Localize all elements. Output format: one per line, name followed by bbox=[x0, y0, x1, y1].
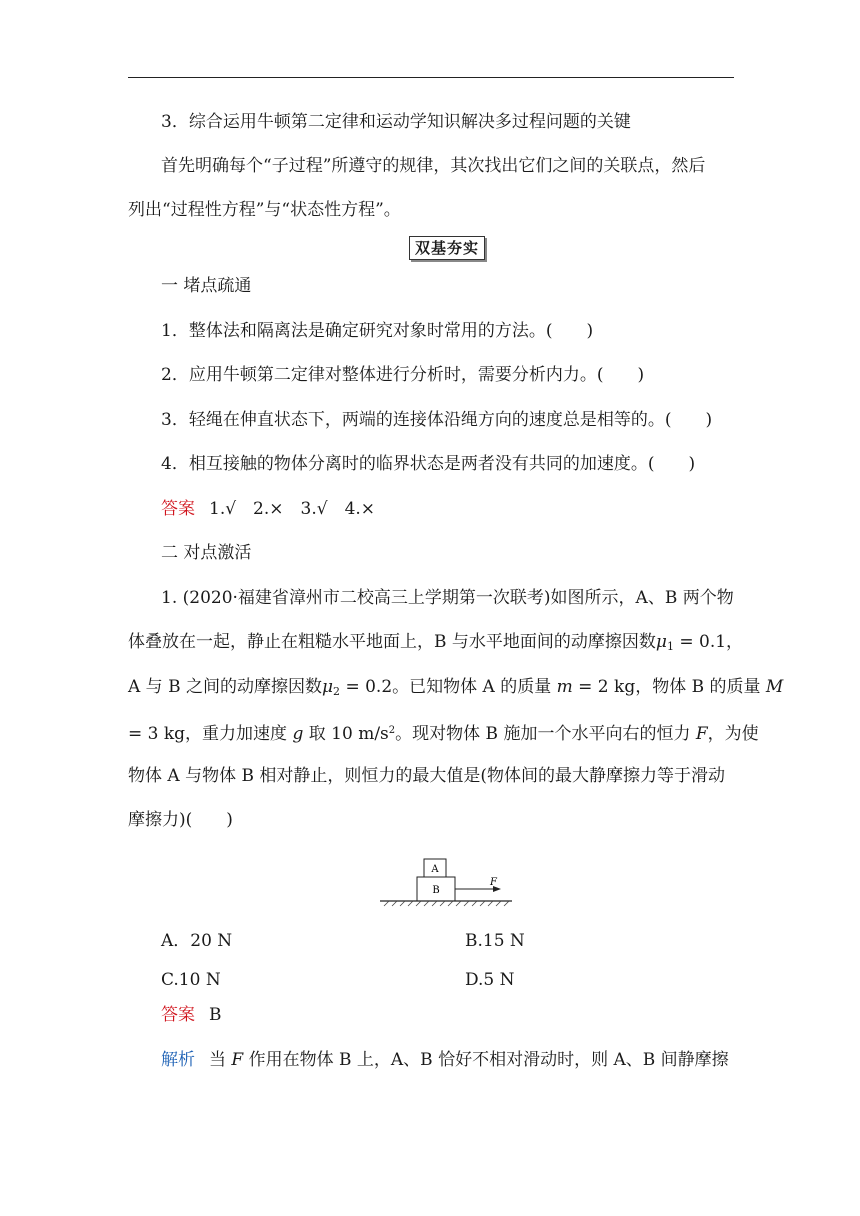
q1-line3: A 与 B 之间的动摩擦因数$\mu_2 = 0.2$。已知物体 A 的质量 m = 2 kg，物体 B 的质量 M bbox=[128, 677, 784, 698]
section-3-para-line2: 列出“过程性方程”与“状态性方程”。 bbox=[128, 200, 401, 220]
section-3-para-line1: 首先明确每个“子过程”所遵守的规律，其次找出它们之间的关联点，然后 bbox=[161, 156, 706, 176]
header-rule bbox=[128, 77, 734, 78]
q1-answer-value: B bbox=[209, 1005, 222, 1025]
part2-heading: 二 对点激活 bbox=[161, 543, 252, 563]
part1-item-2: 2．应用牛顿第二定律对整体进行分析时，需要分析内力。( ) bbox=[161, 365, 645, 385]
q1-line6: 摩擦力)( ) bbox=[128, 810, 233, 830]
option-a: A．20 N bbox=[161, 931, 233, 951]
force-label: F bbox=[490, 877, 497, 888]
part1-item-4: 4．相互接触的物体分离时的临界状态是两者没有共同的加速度。( ) bbox=[161, 454, 696, 474]
block-a-label: A bbox=[431, 864, 439, 875]
part1-answer bbox=[161, 498, 781, 520]
option-c: C.10 N bbox=[161, 970, 221, 990]
analysis-label: 解析 bbox=[161, 1050, 195, 1070]
q1-answer-label: 答案 bbox=[161, 1005, 195, 1025]
q1-line1: 1. (2020·福建省漳州市二校高三上学期第一次联考)如图所示，A、B 两个物 bbox=[161, 588, 734, 608]
part1-item-3: 3．轻绳在伸直状态下，两端的连接体沿绳方向的速度总是相等的。( ) bbox=[161, 410, 713, 430]
ground-hatching bbox=[384, 901, 509, 906]
option-b: B.15 N bbox=[465, 931, 525, 951]
section-3-title: 3．综合运用牛顿第二定律和运动学知识解决多过程问题的关键 bbox=[161, 112, 631, 132]
mu2-symbol: μ bbox=[321, 677, 334, 697]
q1-analysis: 解析 当 F 作用在物体 B 上，A、B 恰好不相对滑动时，则 A、B 间静摩擦 bbox=[161, 1050, 729, 1070]
q1-answer bbox=[161, 1004, 781, 1026]
q1-line2: 体叠放在一起，静止在粗糙水平地面上，B 与水平地面间的动摩擦因数$\mu_1 = 0.1$， bbox=[128, 632, 744, 653]
option-d: D.5 N bbox=[465, 970, 515, 990]
answer-label: 答案 bbox=[161, 499, 195, 519]
answer-text: 1.√ 2.× 3.√ 4.× bbox=[209, 499, 376, 519]
box-title: 双基夯实 bbox=[409, 236, 485, 260]
q1-line5: 物体 A 与物体 B 相对静止，则恒力的最大值是(物体间的最大静摩擦力等于滑动 bbox=[128, 766, 726, 786]
part1-item-1: 1．整体法和隔离法是确定研究对象时常用的方法。( ) bbox=[161, 321, 594, 341]
q1-line4: = 3 kg，重力加速度 g 取 10 $m/s^2$。现对物体 B 施加一个水平向右的恒力 F，为使 bbox=[128, 724, 759, 744]
part1-heading: 一 堵点疏通 bbox=[161, 276, 252, 296]
mu1-symbol: μ bbox=[655, 632, 667, 652]
block-diagram bbox=[376, 855, 516, 909]
block-b-label: B bbox=[432, 885, 440, 896]
